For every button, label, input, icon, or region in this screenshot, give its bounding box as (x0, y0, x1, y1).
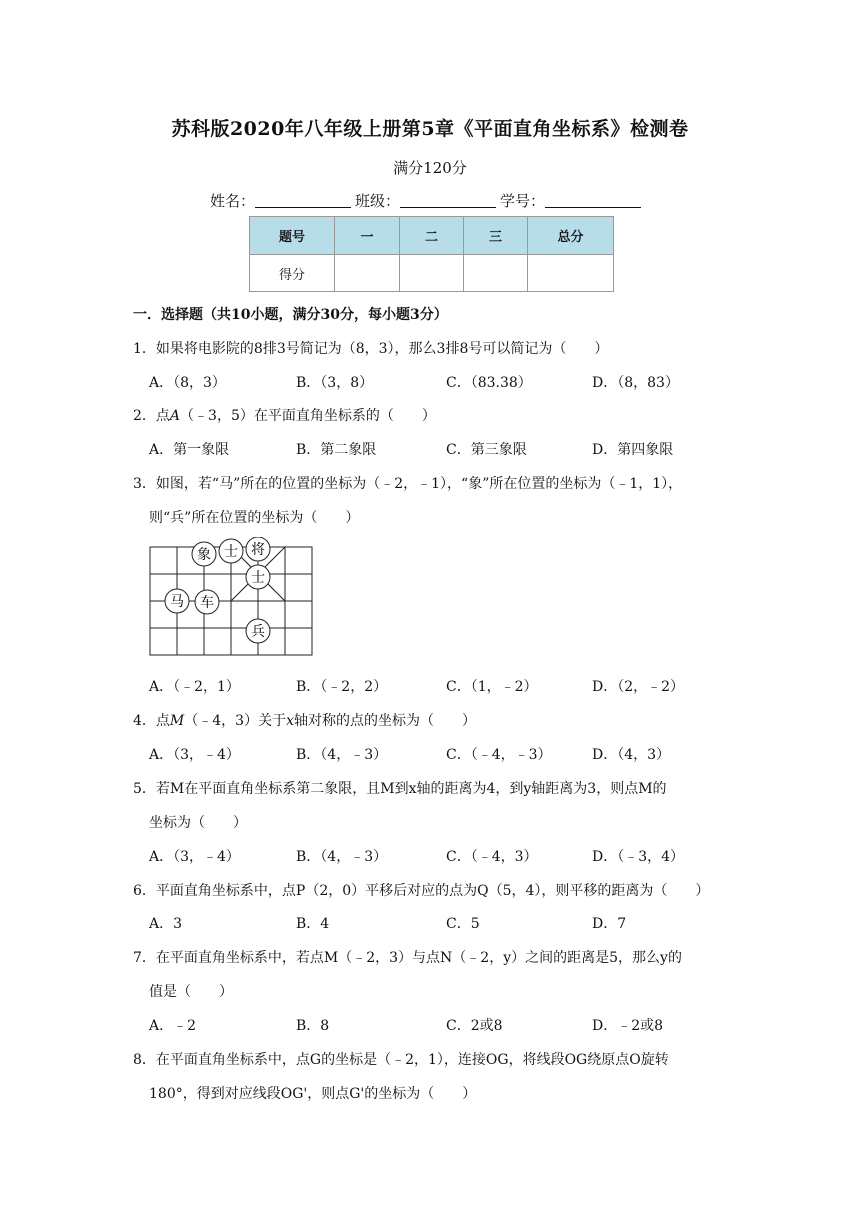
q5-option-a[interactable]: A．（3，﹣4） (149, 849, 240, 865)
svg-text:士: 士 (251, 570, 265, 586)
q7-option-a[interactable]: A．﹣2 (149, 1018, 197, 1034)
score-row-label: 得分 (250, 255, 335, 292)
q1-option-b[interactable]: B．（3，8） (296, 375, 374, 391)
class-blank[interactable] (400, 193, 496, 208)
svg-text:车: 车 (200, 595, 214, 611)
question-8-stem-line1: 8．在平面直角坐标系中，点G的坐标是（﹣2，1），连接OG，将线段OG绕原点O旋转 (133, 1052, 669, 1068)
chess-board-figure (148, 537, 316, 659)
full-score-label: 满分120分 (393, 159, 467, 177)
score-table (249, 216, 614, 292)
q2-option-d[interactable]: D．第四象限 (592, 442, 674, 458)
q4-option-c[interactable]: C．（﹣4，﹣3） (446, 747, 552, 763)
score-cell[interactable] (335, 255, 400, 292)
svg-text:士: 士 (224, 544, 238, 560)
name-label: 姓名： (210, 192, 256, 210)
score-header-cell: 总分 (528, 217, 614, 255)
q7-option-b[interactable]: B．8 (296, 1018, 330, 1034)
name-blank[interactable] (255, 193, 351, 208)
q4-stem-mid: （﹣4，3）关于 (184, 713, 287, 729)
document-title: 苏科版2020年八年级上册第5章《平面直角坐标系》检测卷 (171, 118, 689, 140)
class-label: 班级： (355, 192, 401, 210)
q1-option-c[interactable]: C．（83.38） (446, 375, 532, 391)
q4-option-a[interactable]: A．（3，﹣4） (149, 747, 240, 763)
q1-option-a[interactable]: A．（8，3） (149, 375, 226, 391)
q2-stem-pre: 2．点 (133, 408, 170, 424)
score-table-row (250, 255, 614, 292)
score-cell[interactable] (400, 255, 464, 292)
score-header-cell: 二 (400, 217, 464, 255)
q4-option-d[interactable]: D．（4，3） (592, 747, 671, 763)
q2-option-a[interactable]: A．第一象限 (149, 442, 230, 458)
piece-shi-top (219, 539, 243, 563)
question-3-stem-line1: 3．如图，若“马”所在的位置的坐标为（﹣2，﹣1），“象”所在位置的坐标为（﹣1，1）， (133, 476, 683, 492)
q6-option-c[interactable]: C．5 (446, 916, 480, 932)
svg-text:兵: 兵 (251, 624, 265, 640)
question-7-stem-line1: 7．在平面直角坐标系中，若点M（﹣2，3）与点N（﹣2，y）之间的距离是5，那么y的 (133, 950, 682, 966)
score-header-cell: 题号 (250, 217, 335, 255)
q7-option-c[interactable]: C．2或8 (446, 1018, 503, 1034)
score-cell[interactable] (528, 255, 614, 292)
q3-option-c[interactable]: C．（1，﹣2） (446, 679, 538, 695)
question-7-stem-line2: 值是（ ） (149, 984, 233, 1000)
question-2-stem (133, 405, 436, 425)
q2-option-b[interactable]: B．第二象限 (296, 442, 377, 458)
svg-text:马: 马 (170, 594, 184, 610)
svg-text:象: 象 (197, 547, 211, 563)
question-4-stem (133, 710, 476, 730)
q4-option-b[interactable]: B．（4，﹣3） (296, 747, 388, 763)
q5-option-d[interactable]: D．（﹣3，4） (592, 849, 685, 865)
piece-che (195, 590, 219, 614)
piece-shi-center (246, 565, 270, 589)
q3-option-d[interactable]: D．（2，﹣2） (592, 679, 685, 695)
score-header-cell: 一 (335, 217, 400, 255)
piece-jiang (246, 537, 270, 561)
q5-option-b[interactable]: B．（4，﹣3） (296, 849, 388, 865)
question-8-stem-line2: 180°，得到对应线段OG'，则点G'的坐标为（ ） (149, 1086, 477, 1102)
q4-stem-var: M (169, 713, 185, 729)
q6-option-d[interactable]: D．7 (592, 916, 627, 932)
q2-stem-var: A (169, 408, 181, 424)
question-1-stem: 1．如果将电影院的8排3号简记为（8，3），那么3排8号可以简记为（ ） (133, 341, 609, 357)
q3-option-b[interactable]: B．（﹣2，2） (296, 679, 388, 695)
q6-option-a[interactable]: A．3 (149, 916, 183, 932)
id-blank[interactable] (545, 193, 641, 208)
id-label: 学号： (500, 192, 546, 210)
question-5-stem-line1: 5．若M在平面直角坐标系第二象限，且M到x轴的距离为4，到y轴距离为3，则点M的 (133, 781, 667, 797)
section-heading: 一．选择题（共10小题，满分30分，每小题3分） (133, 307, 448, 323)
q4-stem-post: 轴对称的点的坐标为（ ） (294, 713, 476, 729)
q4-stem-pre: 4．点 (133, 713, 170, 729)
svg-text:将: 将 (251, 542, 265, 558)
piece-xiang (192, 542, 216, 566)
q2-stem-post: （﹣3，5）在平面直角坐标系的（ ） (180, 408, 436, 424)
piece-ma (165, 589, 189, 613)
q3-option-a[interactable]: A．（﹣2，1） (149, 679, 240, 695)
question-3-stem-line2: 则“兵”所在位置的坐标为（ ） (149, 510, 360, 526)
score-cell[interactable] (464, 255, 528, 292)
question-5-stem-line2: 坐标为（ ） (149, 815, 247, 831)
q5-option-c[interactable]: C．（﹣4，3） (446, 849, 538, 865)
piece-bing (246, 619, 270, 643)
q7-option-d[interactable]: D．﹣2或8 (592, 1018, 664, 1034)
q1-option-d[interactable]: D．（8，83） (592, 375, 679, 391)
student-info-line (210, 190, 645, 211)
score-header-cell: 三 (464, 217, 528, 255)
score-table-header-row (250, 217, 614, 255)
q4-stem-var2: x (286, 713, 294, 729)
q2-option-c[interactable]: C．第三象限 (446, 442, 527, 458)
question-6-stem: 6．平面直角坐标系中，点P（2，0）平移后对应的点为Q（5，4），则平移的距离为（ ） (133, 883, 710, 899)
q6-option-b[interactable]: B．4 (296, 916, 330, 932)
